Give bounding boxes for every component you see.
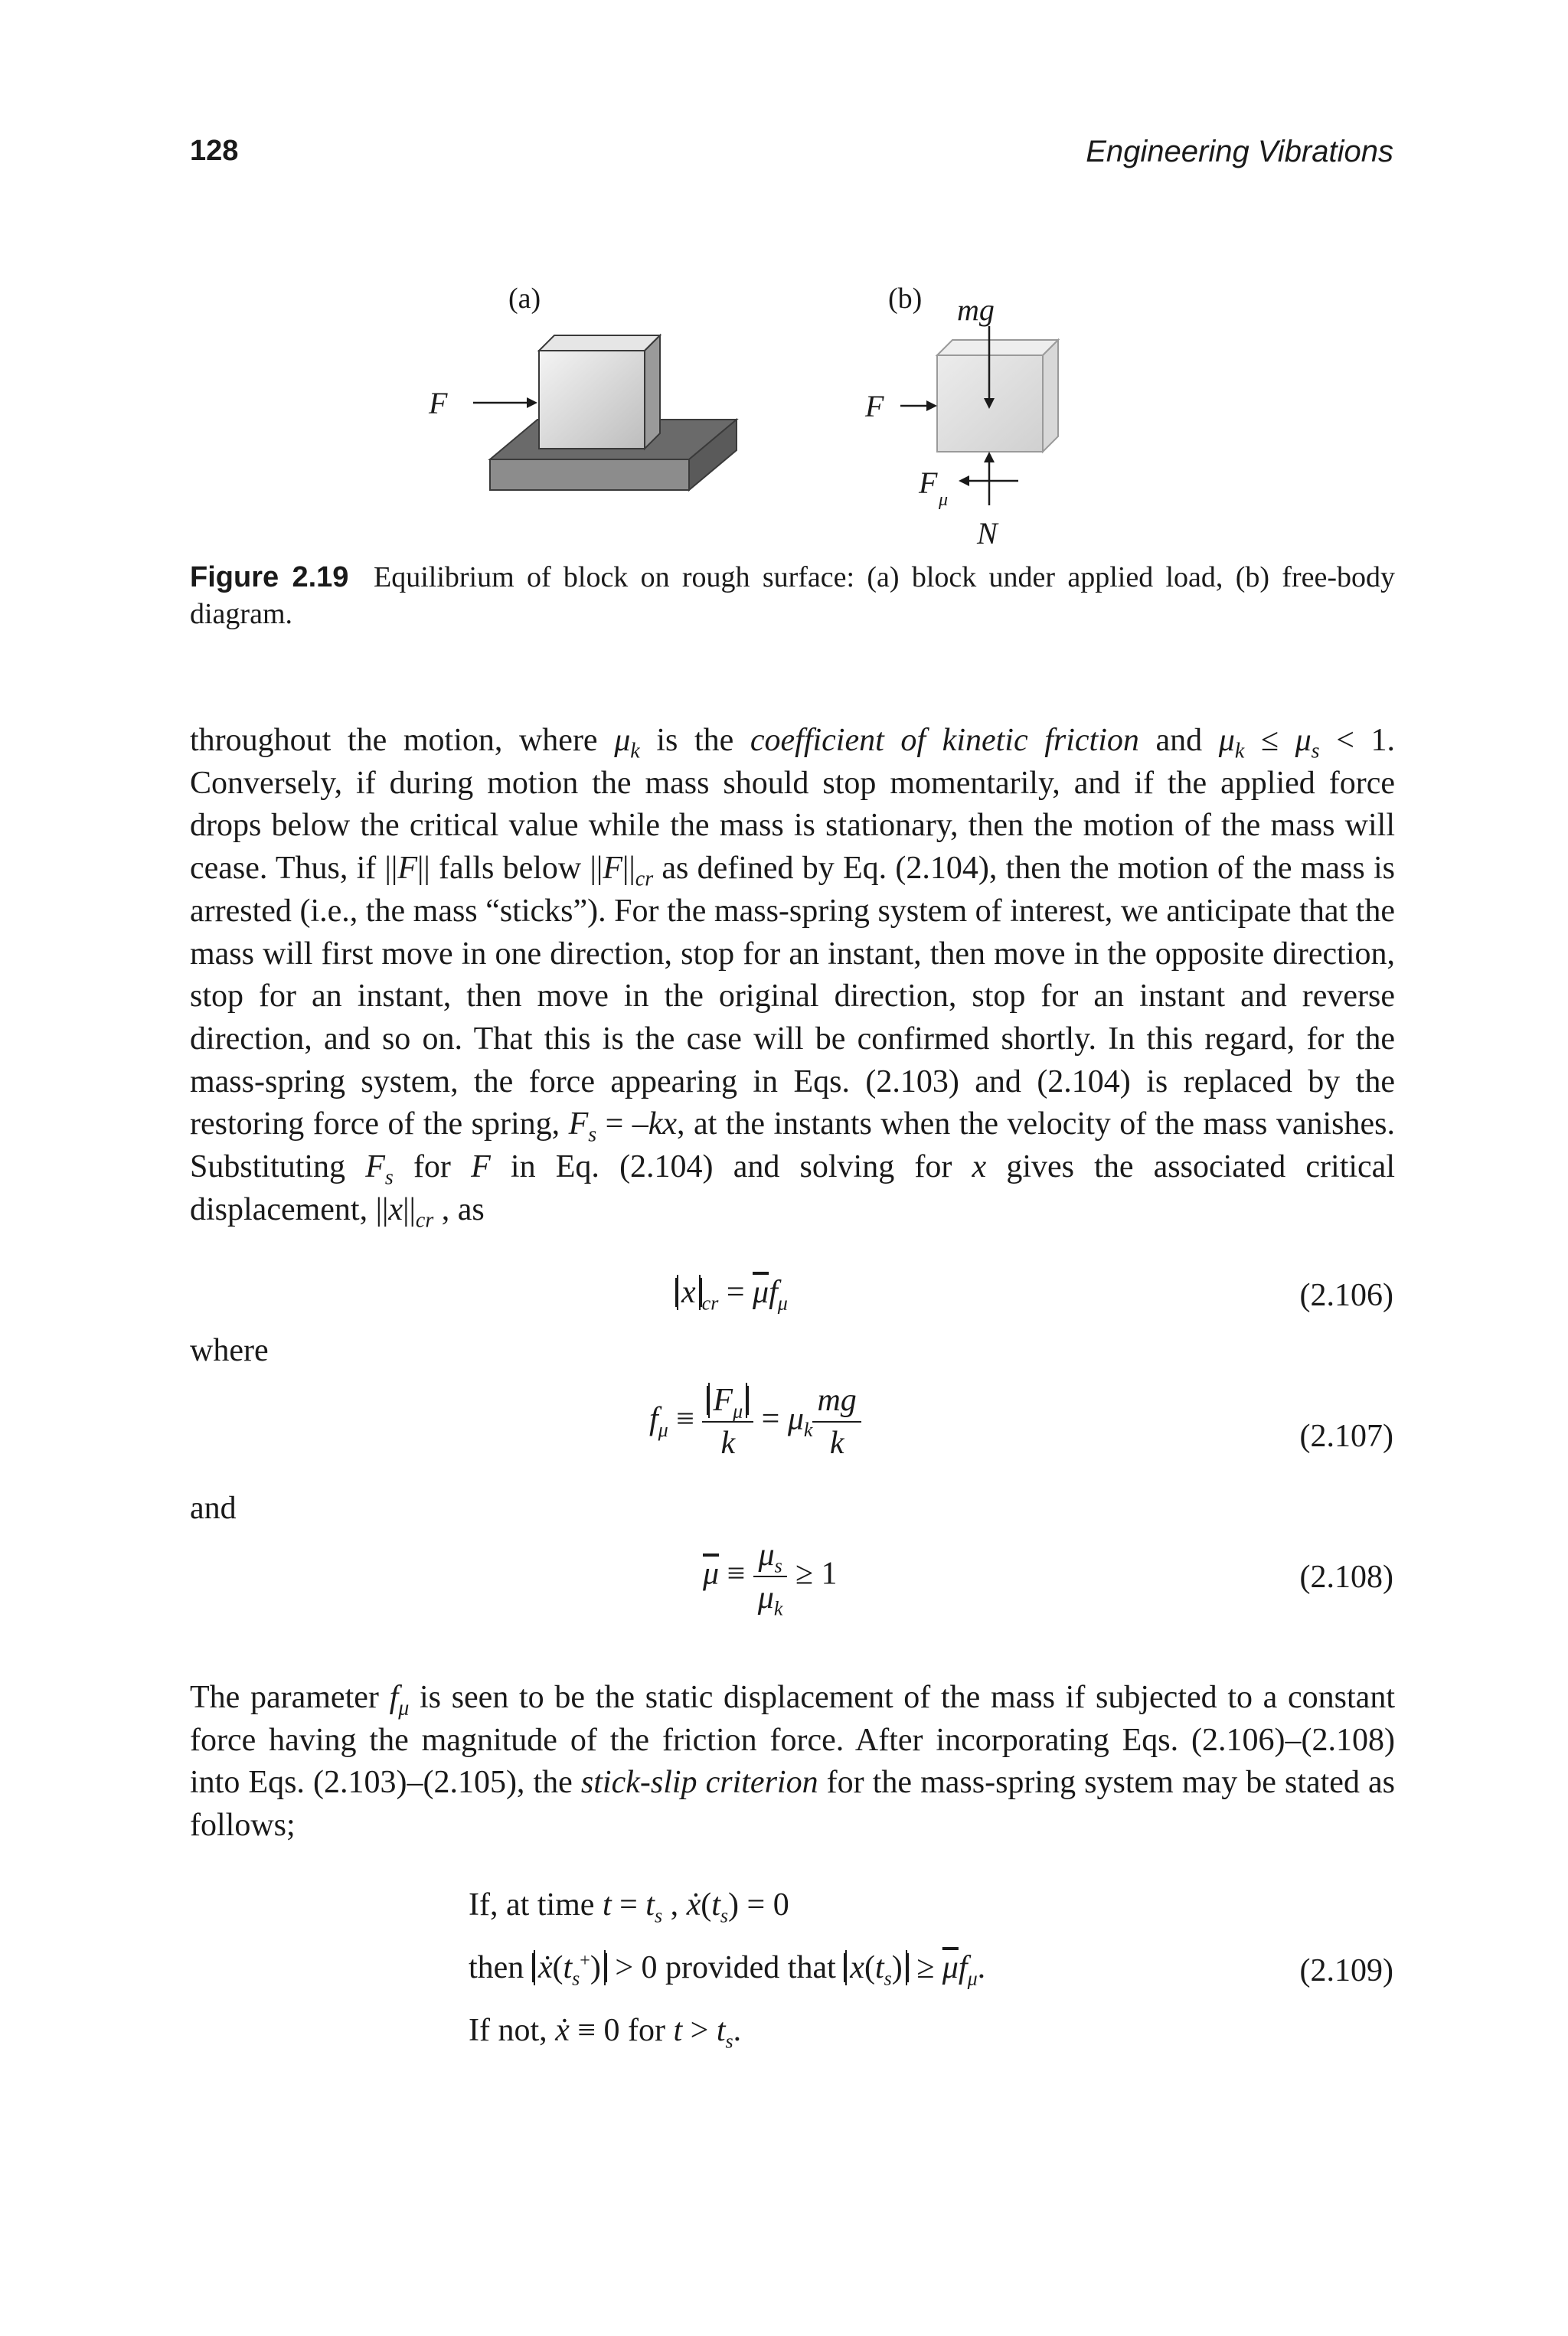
crit-var: ẋ	[555, 2013, 570, 2048]
word-where: where	[190, 1333, 269, 1368]
crit-sub: s	[654, 1904, 663, 1927]
fraction-mus-over-muk	[753, 1534, 788, 1619]
figure-2-19	[429, 276, 1102, 559]
friction-sub-mu: μ	[939, 490, 949, 510]
paragraph-2	[190, 1677, 1395, 1848]
crit-text: ,	[662, 1887, 687, 1923]
eq-var: μ	[758, 1537, 775, 1573]
crit-var: t	[711, 1887, 720, 1923]
eq-var: μ	[757, 1580, 774, 1616]
arrow-F-b	[900, 400, 937, 411]
eq-var: k	[720, 1426, 736, 1461]
crit-var: t	[563, 1950, 573, 1985]
criterion-line-3	[469, 2012, 742, 2053]
crit-var: $\overline{\mu}$	[942, 1950, 959, 1985]
equation-number-2-107: (2.107)	[1299, 1419, 1393, 1454]
crit-op: =	[611, 1887, 646, 1923]
eq-var: μ	[787, 1401, 804, 1437]
p1-text: = –	[596, 1106, 648, 1142]
eq-op: ≥ 1	[787, 1556, 838, 1592]
equation-2-108	[703, 1534, 837, 1619]
eq-op: ≡	[719, 1556, 753, 1592]
crit-text: then	[469, 1950, 532, 1985]
crit-text: .	[733, 2013, 742, 2048]
p1-var: x	[388, 1191, 403, 1227]
p1-var: F	[397, 851, 417, 887]
crit-sub: s	[720, 1904, 729, 1927]
fraction-F-over-k	[702, 1380, 753, 1464]
eq-var: F	[713, 1383, 733, 1418]
eq-op: =	[718, 1275, 753, 1310]
eq-var: mg	[817, 1383, 857, 1418]
crit-text: ≡ 0 for	[569, 2013, 674, 2048]
crit-op: ≥	[908, 1950, 942, 1985]
eq-sub: μ	[658, 1419, 668, 1442]
crit-var: x	[850, 1950, 864, 1985]
friction-F: F	[919, 466, 938, 500]
p2-var: f	[389, 1680, 399, 1715]
p1-sub-s: s	[384, 1165, 394, 1190]
p1-var: F	[365, 1149, 385, 1185]
eq-var: x	[681, 1275, 696, 1310]
crit-sup: +	[580, 1951, 590, 1971]
p1-text: , at the instants when the velocity of the mass vanishes. Substituting	[190, 1106, 1395, 1185]
p1-text: Conversely, if during motion the mass should stop momentarily, and if the applied force drops below the critical value while the mass is stationary, then the motion of the mass will cease. Thus, if ||	[190, 765, 1395, 887]
crit-var: ẋ	[537, 1950, 553, 1985]
crit-sub: s	[884, 1967, 892, 1990]
p1-text: and	[1138, 723, 1219, 758]
p1-text: throughout the motion, where	[190, 723, 615, 758]
p1-var: F	[603, 851, 622, 887]
criterion-line-1	[469, 1887, 789, 1927]
paragraph-1	[190, 720, 1395, 1231]
label-a: (a)	[508, 283, 541, 315]
eq-sub: k	[803, 1419, 813, 1442]
force-F-a: F	[429, 386, 448, 420]
crit-text: If, at time	[469, 1887, 603, 1923]
p1-sub-k: k	[630, 739, 640, 763]
crit-var: t	[716, 2013, 726, 2048]
eq-sub: k	[773, 1597, 783, 1620]
p1-text: || falls below ||	[417, 851, 603, 887]
crit-op: >	[682, 2013, 717, 2048]
eq-op: =	[753, 1401, 788, 1437]
p1-mu: μ	[1218, 723, 1235, 758]
term-kinetic-friction: coefficient of kinetic friction	[750, 723, 1139, 758]
p1-var: x	[972, 1149, 987, 1185]
equation-number-2-109: (2.109)	[1299, 1953, 1393, 1988]
label-b: (b)	[888, 283, 923, 315]
p1-var: F	[568, 1106, 589, 1142]
eq-sub: cr	[701, 1292, 719, 1315]
criterion-line-2	[469, 1949, 986, 1990]
figure-svg	[429, 276, 1102, 559]
p1-text: gives the associated critical displacement, ||	[190, 1149, 1395, 1227]
crit-text: ) = 0	[728, 1887, 789, 1923]
figure-caption	[190, 559, 1395, 632]
crit-var: ẋ	[686, 1887, 701, 1923]
running-header-title: Engineering Vibrations	[1086, 135, 1393, 168]
p1-sub-s: s	[588, 1122, 597, 1147]
arrow-N	[984, 452, 995, 505]
p2-text: for the mass-spring system may be stated as follows;	[190, 1765, 1395, 1844]
word-and: and	[190, 1491, 237, 1526]
p2-text: The parameter	[190, 1680, 390, 1715]
eq-sub: μ	[777, 1292, 788, 1315]
p1-text: ||	[403, 1191, 416, 1227]
p1-text: is the	[639, 723, 750, 758]
p1-sub-cr: cr	[635, 867, 654, 891]
p1-mu: μ	[614, 723, 631, 758]
p2-sub: μ	[398, 1696, 410, 1720]
crit-text: (	[864, 1950, 875, 1985]
crit-text: )	[590, 1950, 601, 1985]
term-stick-slip: stick-slip criterion	[580, 1765, 818, 1801]
eq-var: $\overline{\mu}$	[753, 1275, 769, 1310]
p1-mu: μ	[1295, 723, 1312, 758]
caption-label: Figure 2.19	[190, 561, 349, 593]
block-b	[937, 340, 1058, 452]
weight-mg: mg	[957, 292, 995, 327]
crit-text: .	[977, 1950, 986, 1985]
equation-number-2-106: (2.106)	[1299, 1278, 1393, 1313]
crit-sub: μ	[967, 1967, 978, 1990]
p2-text: is seen to be the static displacement of the mass if subjected to a constant force having the magnitude of the friction force. After incorporating Eqs. (2.106)–(2.108) into Eqs. (2.103)–(2.105), the	[190, 1680, 1395, 1801]
crit-var: f	[958, 1950, 968, 1985]
fraction-mg-over-k	[812, 1380, 861, 1464]
p1-sub-k: k	[1234, 739, 1245, 763]
eq-var: $\overline{\mu}$	[703, 1556, 720, 1592]
crit-var: t	[602, 1887, 612, 1923]
equation-2-106	[675, 1274, 788, 1315]
p1-text: < 1.	[1319, 723, 1395, 758]
eq-sub: s	[774, 1554, 782, 1577]
p1-text: , as	[433, 1191, 485, 1227]
crit-text: )	[891, 1950, 903, 1985]
equation-number-2-108: (2.108)	[1299, 1560, 1393, 1595]
force-F-b: F	[865, 389, 884, 423]
crit-text: (	[701, 1887, 712, 1923]
p1-sub-cr: cr	[415, 1208, 434, 1233]
caption-text: Equilibrium of block on rough surface: (a) block under applied load, (b) free-body diagram.	[190, 561, 1395, 630]
crit-var: t	[874, 1950, 884, 1985]
crit-text: > 0 provided that	[606, 1950, 844, 1985]
normal-N: N	[977, 516, 998, 551]
arrow-F-a	[473, 397, 537, 408]
eq-sub: μ	[733, 1400, 743, 1423]
crit-text: (	[552, 1950, 564, 1985]
p1-var: kx	[648, 1106, 678, 1142]
equation-2-107	[649, 1380, 861, 1464]
crit-var: t	[673, 2013, 683, 2048]
crit-text: If not,	[469, 2013, 556, 2048]
p1-text: ≤	[1244, 723, 1295, 758]
p1-text: ||	[622, 851, 635, 887]
crit-var: t	[645, 1887, 655, 1923]
p1-text: in Eq. (2.104) and solving for	[490, 1149, 972, 1185]
crit-sub: s	[725, 2030, 733, 2053]
crit-sub: s	[572, 1967, 580, 1990]
p1-var: F	[471, 1149, 491, 1185]
eq-op: ≡	[668, 1401, 703, 1437]
block-a	[539, 335, 660, 449]
eq-var: k	[829, 1426, 844, 1461]
eq-var: f	[769, 1275, 778, 1310]
p1-sub-s: s	[1311, 739, 1320, 763]
p1-text: for	[393, 1149, 472, 1185]
eq-var: f	[649, 1401, 658, 1437]
p1-text: as defined by Eq. (2.104), then the motion of the mass is arrested (i.e., the mass “sticks”). For the mass-spring system of interest, we anticipate that the mass will first move in one direction, stop for an instant, then move in the opposite direction, stop for an instant, then move in the original direction, stop for an instant and reverse direction, and so on. That this is the case will be confirmed shortly. In this regard, for the mass-spring system, the force appearing in Eqs. (2.103) and (2.104) is replaced by the restoring force of the spring,	[190, 851, 1395, 1142]
page-number: 128	[190, 135, 239, 167]
